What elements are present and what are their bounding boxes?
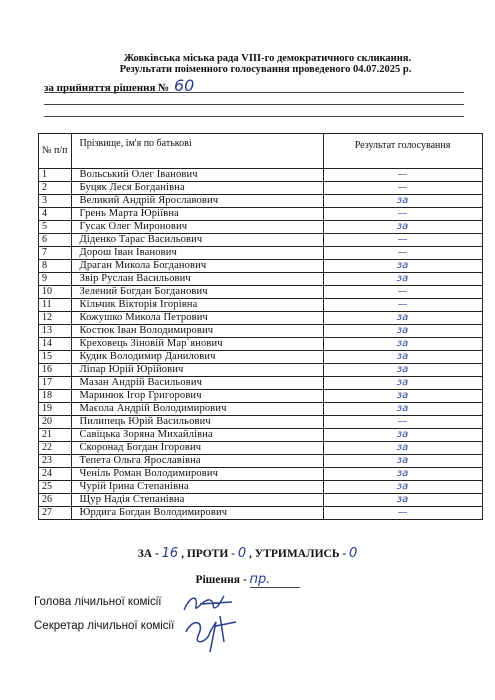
table-row (39, 325, 483, 338)
member-name: Юрдига Богдан Володимирович (71, 507, 323, 520)
row-number: 18 (39, 390, 72, 403)
vote-result: за (323, 195, 482, 208)
vote-result: за (323, 429, 482, 442)
vote-result: за (323, 377, 482, 390)
blank-rule (44, 92, 464, 93)
vote-result: за (323, 442, 482, 455)
col-number-header: № п/п (39, 134, 72, 169)
member-name: Гусак Олег Миронович (71, 221, 323, 234)
member-name: Чурій Ірина Степанівна (71, 481, 323, 494)
proty-label: , ПРОТИ - (181, 548, 235, 560)
utrym-label: , УТРИМАЛИСЬ - (249, 548, 347, 560)
member-name: Кудик Володимир Данилович (71, 351, 323, 364)
blank-rule (44, 116, 464, 117)
vote-table (38, 133, 483, 520)
table-header-row (39, 134, 483, 169)
member-name: Ліпар Юрій Юрійович (71, 364, 323, 377)
vote-result: — (323, 416, 482, 429)
blank-rule (44, 104, 464, 105)
member-name: Костюк Іван Володимирович (71, 325, 323, 338)
table-row (39, 299, 483, 312)
vote-result: за (323, 468, 482, 481)
member-name: Діденко Тарас Васильович (71, 234, 323, 247)
row-number: 23 (39, 455, 72, 468)
member-name: Дорош Іван Іванович (71, 247, 323, 260)
vote-result: — (323, 182, 482, 195)
member-name: Драган Микола Богданович (71, 260, 323, 273)
vote-result: за (323, 364, 482, 377)
row-number: 22 (39, 442, 72, 455)
row-number: 12 (39, 312, 72, 325)
table-row (39, 273, 483, 286)
vote-result: за (323, 455, 482, 468)
vote-result: за (323, 325, 482, 338)
vote-result: — (323, 208, 482, 221)
vote-result: за (323, 494, 482, 507)
table-row (39, 416, 483, 429)
za-value: 16 (161, 546, 179, 561)
member-name: Маринюк Ігор Григорович (71, 390, 323, 403)
vote-result: — (323, 299, 482, 312)
col-result-header: Результат голосування (323, 134, 482, 169)
member-name: Мазан Андрій Васильович (71, 377, 323, 390)
row-number: 26 (39, 494, 72, 507)
table-row (39, 364, 483, 377)
vote-result: за (323, 403, 482, 416)
row-number: 7 (39, 247, 72, 260)
secretary-label: Секретар лічильної комісії (34, 620, 175, 632)
row-number: 6 (39, 234, 72, 247)
table-row (39, 390, 483, 403)
secretary-signature (180, 612, 250, 660)
table-row (39, 221, 483, 234)
member-name: Буцяк Леся Богданівна (71, 182, 323, 195)
vote-result: за (323, 351, 482, 364)
decision-value: пр. (249, 572, 271, 587)
member-name: Щур Надія Степанівна (71, 494, 323, 507)
table-row (39, 195, 483, 208)
member-name: Маєола Андрій Володимирович (71, 403, 323, 416)
member-name: Кільчик Вікторія Ігорівна (71, 299, 323, 312)
member-name: Кожушко Микола Петрович (71, 312, 323, 325)
za-label: ЗА - (137, 548, 159, 560)
row-number: 9 (39, 273, 72, 286)
vote-result: — (323, 286, 482, 299)
table-row (39, 247, 483, 260)
decision-prefix: за прийняття рішення № (44, 82, 170, 94)
row-number: 19 (39, 403, 72, 416)
row-number: 16 (39, 364, 72, 377)
vote-result: — (323, 234, 482, 247)
council-title: Жовківська міська рада VIII-го демократичного скликання. (123, 53, 412, 64)
vote-totals (0, 546, 495, 561)
row-number: 14 (39, 338, 72, 351)
member-name: Зелений Богдан Богданович (71, 286, 323, 299)
head-of-commission-label: Голова лічильної комісії (34, 596, 162, 608)
table-row (39, 260, 483, 273)
table-row (39, 312, 483, 325)
table-row (39, 403, 483, 416)
row-number: 11 (39, 299, 72, 312)
row-number: 24 (39, 468, 72, 481)
vote-result: — (323, 507, 482, 520)
table-row (39, 481, 483, 494)
table-row (39, 429, 483, 442)
vote-results-title: Результати поіменного голосування проведеного 04.07.2025 р. (119, 64, 412, 75)
member-name: Тепета Ольга Ярославівна (71, 455, 323, 468)
member-name: Великий Андрій Ярославович (71, 195, 323, 208)
row-number: 10 (39, 286, 72, 299)
table-row (39, 442, 483, 455)
row-number: 21 (39, 429, 72, 442)
table-row (39, 234, 483, 247)
table-row (39, 208, 483, 221)
vote-result: за (323, 481, 482, 494)
table-row (39, 468, 483, 481)
row-number: 15 (39, 351, 72, 364)
table-row (39, 507, 483, 520)
member-name: Креховець Зіновій Мар`янович (71, 338, 323, 351)
col-name-header: Прізвище, ім'я по батькові (71, 134, 323, 169)
vote-result: за (323, 260, 482, 273)
member-name: Савіцька Зоряна Михайлівна (71, 429, 323, 442)
row-number: 2 (39, 182, 72, 195)
row-number: 13 (39, 325, 72, 338)
vote-result: за (323, 312, 482, 325)
vote-result: — (323, 247, 482, 260)
row-number: 25 (39, 481, 72, 494)
table-row (39, 351, 483, 364)
row-number: 8 (39, 260, 72, 273)
member-name: Пилипець Юрій Васильович (71, 416, 323, 429)
table-row (39, 494, 483, 507)
vote-result: — (323, 169, 482, 182)
member-name: Вольський Олег Іванович (71, 169, 323, 182)
decision-number: 60 (173, 76, 195, 95)
row-number: 17 (39, 377, 72, 390)
member-name: Звір Руслан Васильович (71, 273, 323, 286)
row-number: 3 (39, 195, 72, 208)
table-row (39, 377, 483, 390)
row-number: 27 (39, 507, 72, 520)
table-row (39, 169, 483, 182)
row-number: 4 (39, 208, 72, 221)
member-name: Ченіль Роман Володимирович (71, 468, 323, 481)
table-row (39, 286, 483, 299)
row-number: 1 (39, 169, 72, 182)
vote-result: за (323, 390, 482, 403)
table-row (39, 455, 483, 468)
table-row (39, 338, 483, 351)
member-name: Грень Марта Юріївна (71, 208, 323, 221)
table-row (39, 182, 483, 195)
row-number: 5 (39, 221, 72, 234)
decision-result (0, 572, 495, 588)
decision-label: Рішення - (195, 574, 247, 586)
vote-result: за (323, 221, 482, 234)
vote-result: за (323, 273, 482, 286)
proty-value: 0 (237, 546, 247, 561)
vote-result: за (323, 338, 482, 351)
utrym-value: 0 (349, 546, 358, 561)
member-name: Скоронад Богдан Ігорович (71, 442, 323, 455)
row-number: 20 (39, 416, 72, 429)
